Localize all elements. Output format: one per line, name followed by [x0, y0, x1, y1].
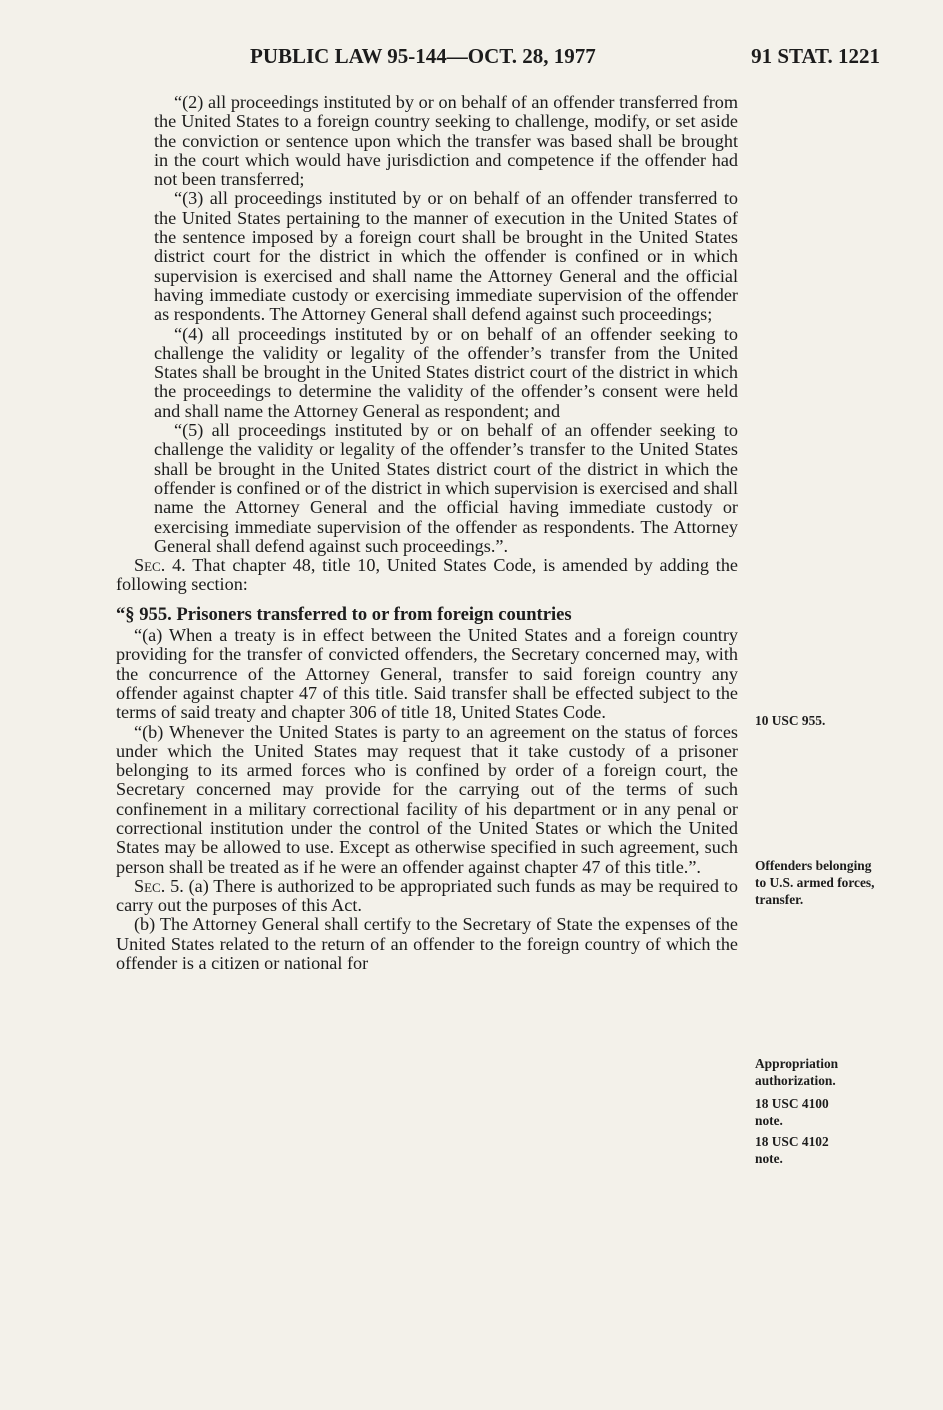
margin-note-appropriation: Appropriation authorization.	[755, 1056, 839, 1088]
section-955-heading: “§ 955. Prisoners transferred to or from foreign countries	[116, 603, 572, 625]
header-title: PUBLIC LAW 95-144—OCT. 28, 1977	[250, 44, 596, 68]
paragraph-a: “(a) When a treaty is in effect between the United States and a foreign country providing for the transfer of convicted offenders, the Secretary concerned may, with the concurrence of the Attorney General, transfer to said foreign country any offender against chapter 47 of this title. Said transfer shall be effected subject to the terms of said treaty and chapter 306 of title 18, United States Code.	[116, 625, 738, 723]
section-5-text: 5. (a) There is authorized to be appropriated such funds as may be required to carry out the purposes of this Act.	[116, 875, 738, 916]
paragraph-2: “(2) all proceedings instituted by or on behalf of an offender transferred from the United States to a foreign country seeking to challenge, modify, or set aside the conviction or sentence upon which the transfer was based shall be brought in the court which would have jurisdiction and competence if the offender had not been transferred;	[154, 92, 738, 190]
section-4-label: Sec.	[134, 555, 166, 576]
page-header	[250, 44, 880, 74]
section-5	[116, 877, 738, 916]
margin-note-18-usc-4102: 18 USC 4102 note.	[755, 1134, 829, 1166]
subsection-list	[116, 93, 738, 556]
section-5-label: Sec.	[134, 875, 166, 896]
body-text	[116, 93, 738, 973]
section-5-b: (b) The Attorney General shall certify to the Secretary of State the expenses of the United States related to the return of an offender to the foreign country of which the offender is a citizen or national for	[116, 914, 738, 974]
margin-note-10-usc-955: 10 USC 955.	[755, 713, 826, 728]
paragraph-5: “(5) all proceedings instituted by or on behalf of an offender seeking to challenge the validity or legality of the offender’s transfer to the United States shall be brought in the United States district court of the district in which the offender is confined or of the district in which supervision is exercised and shall name the Attorney General and the official having immediate custody or exercising immediate supervision of the offender as respondents. The Attorney General shall defend against such proceedings.”.	[154, 420, 738, 556]
margin-note-18-usc-4100: 18 USC 4100 note.	[755, 1096, 829, 1128]
section-4	[116, 556, 738, 595]
section-4-text: 4. That chapter 48, title 10, United States Code, is amended by adding the following section:	[116, 555, 738, 595]
paragraph-4: “(4) all proceedings instituted by or on behalf of an offender seeking to challenge the validity or legality of the offender’s transfer from the United States shall be brought in the United States district court of the district in which the proceedings to determine the validity of the offender’s consent were held and shall name the Attorney General as respondent; and	[154, 323, 738, 421]
paragraph-3: “(3) all proceedings instituted by or on behalf of an offender transferred to the United States pertaining to the manner of execution in the United States of the sentence imposed by a foreign court shall be brought in the United States district court for the district in which the offender is confined or in which supervision is exercised and shall name the Attorney General and the official having immediate custody or exercising immediate supervision of the offender as respondents. The Attorney General shall defend against such proceedings;	[154, 188, 738, 325]
statute-page-number: 91 STAT. 1221	[751, 44, 880, 68]
margin-note-offenders: Offenders belonging to U.S. armed forces, transfer.	[755, 858, 875, 907]
paragraph-b: “(b) Whenever the United States is party to an agreement on the status of forces under which the United States may request that it take custody of a prisoner belonging to its armed forces who is confined by order of a foreign court, the Secretary concerned may provide for the carrying out of the terms of such confinement in a military correctional facility of his department or in any penal or correctional institution under the control of the United States or which the United States may be allowed to use. Except as otherwise specified in such agreement, such person shall be treated as if he were an offender against chapter 47 of this title.”.	[116, 721, 738, 877]
